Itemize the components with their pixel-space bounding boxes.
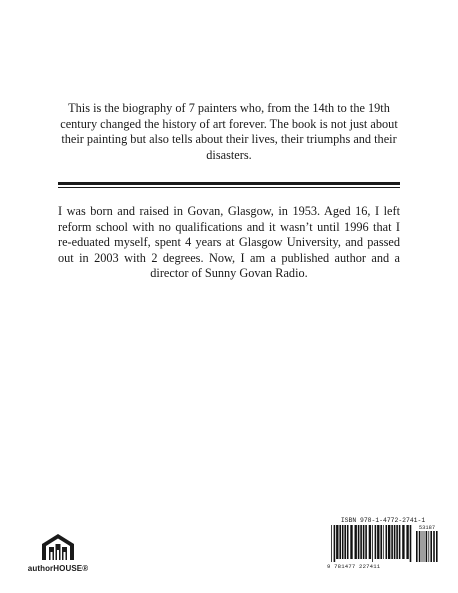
publisher-logo [26, 532, 90, 573]
barcode-addon-digits: 53187 [418, 525, 436, 531]
authorhouse-logo-icon [40, 532, 76, 562]
isbn-label: ISBN 978-1-4772-2741-1 [340, 517, 426, 524]
barcode-bars [327, 525, 439, 563]
publisher-name: authorHOUSE® [27, 564, 89, 573]
back-cover-blurb-book: This is the biography of 7 painters who, from the 14th to the 19th century changed the history of art forever. The book is not just about their painting but also tells about their lives, their triumphs and their disasters. [60, 101, 398, 162]
back-cover-blurb-author: I was born and raised in Govan, Glasgow, in 1953. Aged 16, I left reform school with no qualifications and it wasn’t until 1996 that I re-eduated myself, spent 4 years at Glasgow University, and passed out in 2003 with 2 degrees. Now, I am a published author and a director of Sunny Govan Radio. [58, 204, 400, 281]
divider-thick [58, 182, 400, 185]
barcode-digits: 9 781477 227411 [327, 563, 381, 570]
isbn-barcode [327, 517, 439, 572]
divider-thin [58, 187, 400, 188]
